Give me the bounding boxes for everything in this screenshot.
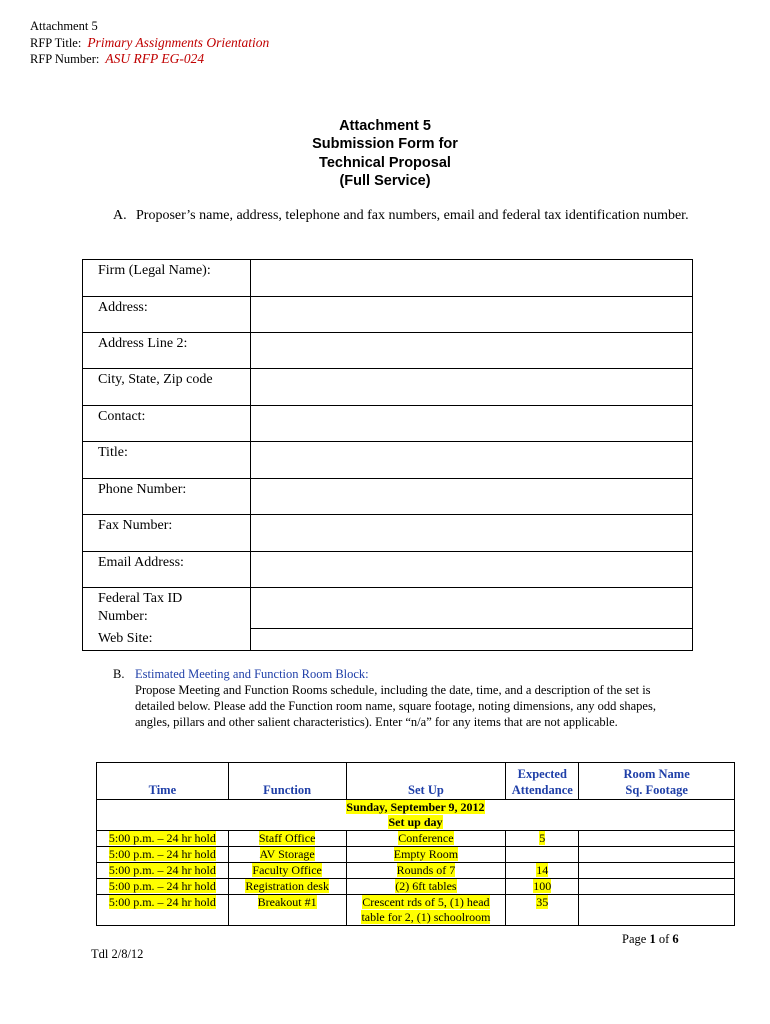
header-attendance [506, 763, 579, 800]
info-label: Federal Tax ID Number: [83, 588, 251, 629]
schedule-attendance: 14 [536, 863, 549, 877]
info-row [83, 479, 693, 515]
page-current: 1 [649, 932, 656, 946]
day-cell [97, 800, 735, 831]
rfp-title-label: RFP Title: [30, 35, 82, 50]
day-date: Sunday, September 9, 2012 [346, 800, 485, 814]
section-a-label: A. [113, 208, 127, 223]
schedule-setup-cell [346, 847, 506, 863]
schedule-header-row [97, 763, 735, 800]
schedule-room-cell[interactable] [579, 879, 735, 895]
info-value-field[interactable] [251, 479, 693, 515]
info-row [83, 552, 693, 588]
schedule-function-cell [228, 895, 346, 926]
schedule-setup-cell [346, 895, 506, 926]
info-value-field[interactable] [251, 552, 693, 588]
rfp-number-value: ASU RFP EG-024 [105, 51, 205, 66]
schedule-time-cell [97, 895, 229, 926]
schedule-table [96, 762, 735, 926]
schedule-setup-cell [346, 863, 506, 879]
info-label: Address Line 2: [83, 333, 251, 369]
page-number [622, 932, 679, 947]
section-b-body: Propose Meeting and Function Rooms schedule, including the date, time, and a description of the set is detailed below. Please add the Function room name, square footage, noting dimensions, any odd shapes, angles, pillars and other salient characteristics). Enter “n/a” for any items that are not applicable. [135, 683, 656, 729]
info-label: Contact: [83, 406, 251, 442]
header-attendance-line-1: Expected [517, 767, 567, 781]
title-line-3: Technical Proposal [319, 154, 451, 171]
info-label: Web Site: [83, 628, 251, 651]
info-label: Firm (Legal Name): [83, 260, 251, 297]
info-label: City, State, Zip code [83, 369, 251, 406]
info-label: Phone Number: [83, 479, 251, 515]
rfp-title-value: Primary Assignments Orientation [87, 34, 270, 50]
schedule-room-cell[interactable] [579, 847, 735, 863]
header-setup: Set Up [346, 763, 506, 800]
section-b-heading: Estimated Meeting and Function Room Block: [135, 667, 369, 681]
info-value-field[interactable] [251, 333, 693, 369]
schedule-row [97, 831, 735, 847]
schedule-attendance: 35 [536, 895, 549, 909]
document-header [30, 18, 269, 68]
title-line-4: (Full Service) [339, 172, 431, 189]
header-room-line-1: Room Name [623, 767, 690, 781]
info-value-field[interactable] [251, 260, 693, 297]
schedule-attendance-cell [506, 895, 579, 926]
schedule-time-cell [97, 831, 229, 847]
info-label: Email Address: [83, 552, 251, 588]
info-value-field[interactable] [251, 628, 693, 651]
schedule-function: Staff Office [258, 831, 316, 845]
section-a [113, 207, 693, 225]
section-a-text: Proposer’s name, address, telephone and fax numbers, email and federal tax identification number. [136, 208, 689, 223]
schedule-function-cell [228, 879, 346, 895]
schedule-attendance-cell [506, 879, 579, 895]
schedule-time: 5:00 p.m. – 24 hr hold [108, 847, 216, 861]
schedule-attendance: 100 [533, 879, 552, 893]
schedule-time: 5:00 p.m. – 24 hr hold [108, 895, 216, 909]
schedule-room-cell[interactable] [579, 895, 735, 926]
info-value-field[interactable] [251, 369, 693, 406]
info-value-field[interactable] [251, 442, 693, 479]
schedule-function: Breakout #1 [257, 895, 317, 909]
info-row [83, 406, 693, 442]
schedule-attendance-cell [506, 863, 579, 879]
footer-revision: Tdl 2/8/12 [91, 947, 144, 961]
schedule-function: Faculty Office [252, 863, 322, 877]
section-b-label: B. [113, 667, 125, 681]
schedule-attendance: 5 [539, 831, 546, 845]
day-row [97, 800, 735, 831]
info-row [83, 515, 693, 552]
info-row [83, 628, 693, 651]
info-row [83, 297, 693, 333]
info-label: Address: [83, 297, 251, 333]
schedule-room-cell[interactable] [579, 831, 735, 847]
schedule-row [97, 895, 735, 926]
schedule-time: 5:00 p.m. – 24 hr hold [108, 863, 216, 877]
schedule-time: 5:00 p.m. – 24 hr hold [108, 831, 216, 845]
section-b [113, 666, 693, 730]
info-row [83, 588, 693, 629]
info-value-field[interactable] [251, 588, 693, 629]
schedule-setup: Conference [398, 831, 454, 845]
schedule-row [97, 863, 735, 879]
info-value-field[interactable] [251, 406, 693, 442]
schedule-setup: (2) 6ft tables [395, 879, 457, 893]
schedule-setup-cell [346, 831, 506, 847]
title-line-2: Submission Form for [312, 136, 458, 153]
info-row [83, 333, 693, 369]
schedule-function: Registration desk [245, 879, 329, 893]
info-row [83, 369, 693, 406]
page-prefix: Page [622, 932, 650, 946]
title-line-1: Attachment 5 [339, 118, 431, 134]
header-room-line-2: Sq. Footage [625, 783, 688, 797]
schedule-row [97, 847, 735, 863]
proposer-info-table [82, 259, 693, 651]
info-value-field[interactable] [251, 515, 693, 552]
info-label: Fax Number: [83, 515, 251, 552]
schedule-function-cell [228, 847, 346, 863]
schedule-room-cell[interactable] [579, 863, 735, 879]
schedule-setup: Rounds of 7 [396, 863, 456, 877]
day-subtitle: Set up day [388, 815, 443, 829]
schedule-attendance-cell [506, 847, 579, 863]
header-time: Time [97, 763, 229, 800]
attachment-label: Attachment 5 [30, 19, 98, 33]
schedule-time-cell [97, 863, 229, 879]
schedule-setup-cell [346, 879, 506, 895]
rfp-number-label: RFP Number: [30, 52, 100, 66]
schedule-attendance-cell [506, 831, 579, 847]
header-function: Function [228, 763, 346, 800]
info-value-field[interactable] [251, 297, 693, 333]
page-title [0, 117, 770, 190]
schedule-row [97, 879, 735, 895]
info-label: Title: [83, 442, 251, 479]
rfp-number-line [30, 51, 269, 68]
header-attendance-line-2: Attendance [511, 783, 573, 797]
schedule-setup: Crescent rds of 5, (1) head [362, 895, 490, 909]
schedule-setup-line-2: table for 2, (1) schoolroom [361, 910, 491, 924]
page-of: of [655, 932, 673, 946]
schedule-function-cell [228, 863, 346, 879]
schedule-setup: Empty Room [393, 847, 459, 861]
schedule-time: 5:00 p.m. – 24 hr hold [108, 879, 216, 893]
header-room [579, 763, 735, 800]
rfp-title-line [30, 35, 269, 52]
page-total: 6 [672, 932, 679, 946]
schedule-function: AV Storage [259, 847, 315, 861]
schedule-time-cell [97, 879, 229, 895]
info-row [83, 442, 693, 479]
schedule-time-cell [97, 847, 229, 863]
schedule-function-cell [228, 831, 346, 847]
info-row [83, 260, 693, 297]
